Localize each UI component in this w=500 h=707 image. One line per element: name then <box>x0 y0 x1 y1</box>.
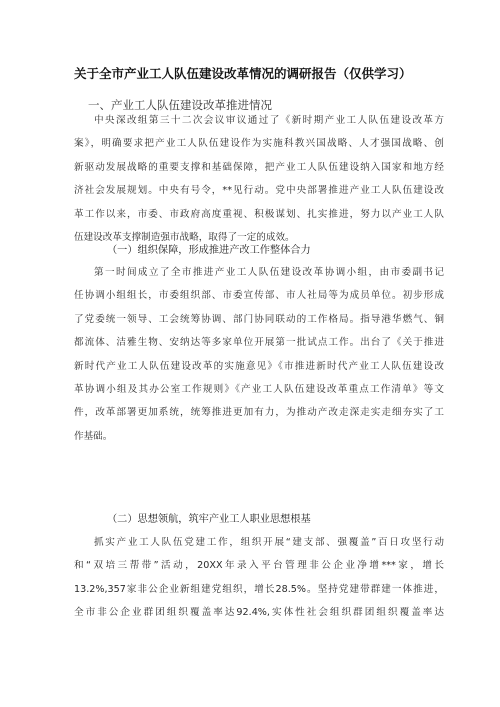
paragraph-line: 伍建设改革支撑制造强市战略，取得了一定的成效。 <box>74 231 295 243</box>
paragraph-line: 案》，明确要求把产业工人队伍建设作为实施科教兴国战略、人才强国战略、创 <box>74 138 444 150</box>
paragraph-line: 都流体、洁雅生物、安纳达等多家单位开展第一批试点工作。出台了《关于推进 <box>74 337 444 349</box>
paragraph-line: 任协调小组组长，市委组织部、市委宣传部、市人社局等为成员单位。初步形成 <box>74 290 444 302</box>
paragraph-line: 13.2%,357家非公企业新组建党组织，增长28.5%。坚持党建带群建一体推进， <box>74 583 444 595</box>
paragraph-line: 抓实产业工人队伍党建工作，组织开展“建支部、强覆盖”百日攻坚行动 <box>94 537 444 548</box>
paragraph-line: 全市非公企业群团组织覆盖率达92.4%,实体性社会组织群团组织覆盖率达 <box>74 607 444 619</box>
paragraph-line: 了党委统一领导、工会统筹协调、部门协同联动的工作格局。指导港华燃气、铜 <box>74 313 444 325</box>
paragraph-line: 件，改革部署更加系统，统筹推进更加有力，为推动产改走深走实走细夯实了工 <box>74 407 444 419</box>
paragraph-line: 新时代产业工人队伍建设改革的实施意见》《市推进新时代产业工人队伍建设改 <box>74 360 444 372</box>
subsection-paragraph <box>74 531 444 625</box>
intro-paragraph <box>74 109 444 249</box>
paragraph-line: 革工作以来，市委、市政府高度重视、积极谋划、扎实推进，努力以产业工人队 <box>74 208 444 220</box>
paragraph-line: 和“双培三帮带”活动，20XX年录入平台管理非公企业净增***家，增长 <box>74 560 444 572</box>
paragraph-line: 革协调小组及其办公室工作规则》《产业工人队伍建设改革重点工作清单》等文 <box>74 383 444 395</box>
paragraph-line: 第一时间成立了全市推进产业工人队伍建设改革协调小组，由市委副书记 <box>94 267 444 278</box>
paragraph-line: 新驱动发展战略的重要支撑和基础保障，把产业工人队伍建设纳入国家和地方经 <box>74 161 444 173</box>
subsection-heading: （一）组织保障，形成推进产改工作整体合力 <box>107 245 311 256</box>
section-heading: 一、产业工人队伍建设改革推进情况 <box>88 98 272 112</box>
paragraph-line: 中央深改组第三十二次会议审议通过了《新时期产业工人队伍建设改革方 <box>94 115 444 126</box>
document-title: 关于全市产业工人队伍建设改革情况的调研报告（仅供学习） <box>74 66 412 81</box>
paragraph-line: 作基础。 <box>74 430 113 442</box>
subsection-paragraph <box>74 261 444 448</box>
paragraph-line: 济社会发展规划。中央有号令，**见行动。党中央部署推进产业工人队伍建设改 <box>74 185 444 197</box>
subsection-heading: （二）思想领航，筑牢产业工人职业思想根基 <box>107 514 311 525</box>
